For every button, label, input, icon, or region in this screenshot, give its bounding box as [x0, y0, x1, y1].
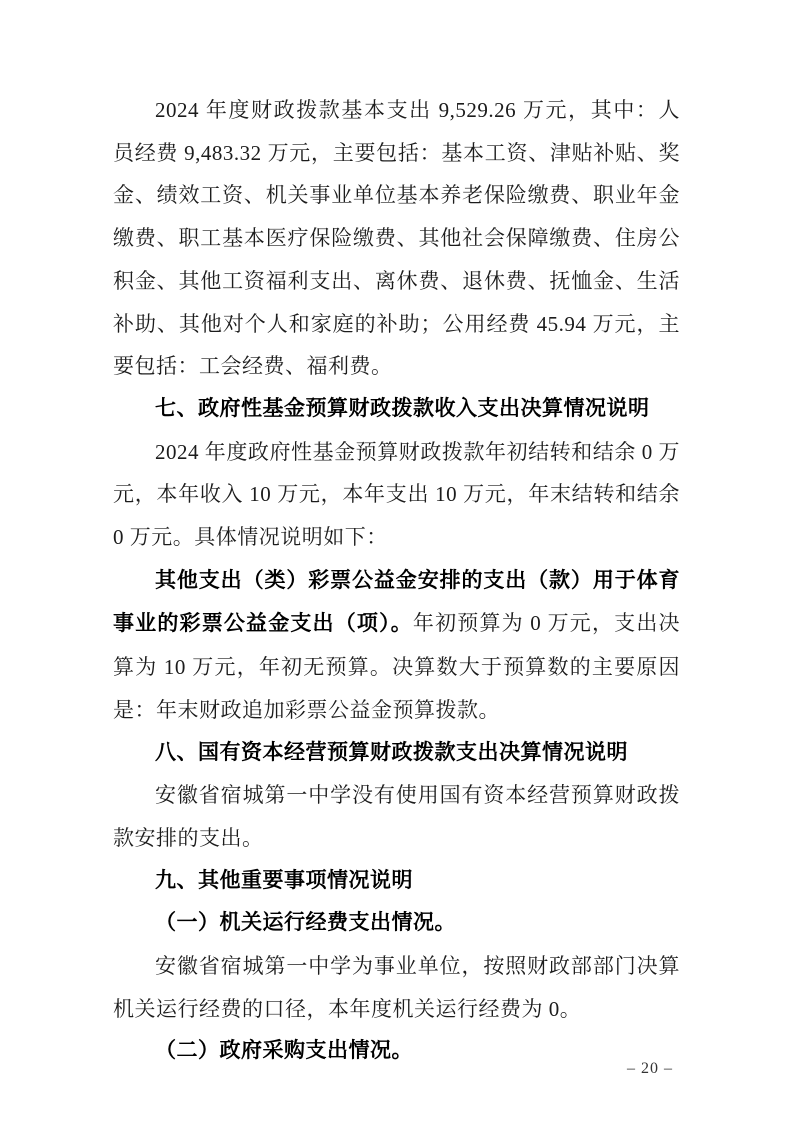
paragraph-government-fund-summary: 2024 年度政府性基金预算财政拨款年初结转和结余 0 万元，本年收入 10 万元，本年支出 10 万元，年末结转和结余 0 万元。具体情况说明如下： [113, 439, 680, 550]
subheading-1-agency-operating-expenses: （一）机关运行经费支出情况。 [155, 911, 456, 935]
section-heading-9-other-important-matters: 九、其他重要事项情况说明 [155, 868, 413, 892]
section-heading-8-state-capital-budget: 八、国有资本经营预算财政拨款支出决算情况说明 [155, 740, 628, 764]
document-body [113, 89, 680, 1073]
paragraph-lottery-public-welfare-fund [113, 559, 680, 732]
paragraph-agency-operating-expenses: 安徽省宿城第一中学为事业单位，按照财政部部门决算机关运行经费的口径，本年度机关运行经费为 0。 [113, 954, 680, 1021]
section-heading-7-government-fund-budget: 七、政府性基金预算财政拨款收入支出决算情况说明 [155, 396, 650, 420]
page-footer [627, 1058, 673, 1080]
page-number: – 20 – [627, 1060, 673, 1077]
lottery-fund-item-title: 其他支出（类）彩票公益金安排的支出（款）用于体育事业的彩票公益金支出（项）。 [113, 568, 680, 636]
paragraph-fiscal-basic-expenditure: 2024 年度财政拨款基本支出 9,529.26 万元，其中：人员经费 9,483.32 万元，主要包括：基本工资、津贴补贴、奖金、绩效工资、机关事业单位基本养老保险缴费、职业年金缴费、职工基本医疗保险缴费、其他社会保障缴费、住房公积金、其他工资福利支出、离休费、退休费、抚恤金、生活补助、其他对个人和家庭的补助；公用经费 45.94 万元，主要包括：工会经费、福利费。 [113, 98, 680, 379]
paragraph-state-capital-statement: 安徽省宿城第一中学没有使用国有资本经营预算财政拨款安排的支出。 [113, 783, 680, 850]
subheading-2-government-procurement: （二）政府采购支出情况。 [155, 1039, 413, 1063]
lottery-fund-detail-text: 年初预算为 0 万元，支出决算为 10 万元，年初无预算。决算数大于预算数的主要原因是：年末财政追加彩票公益金预算拨款。 [113, 611, 680, 722]
